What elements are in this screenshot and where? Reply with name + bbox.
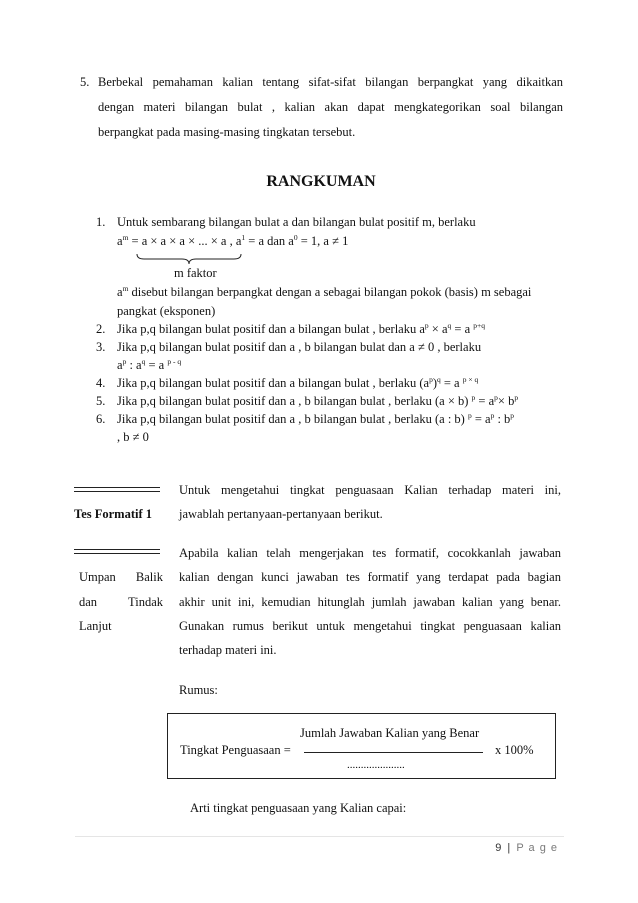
tes-formatif-line1: Untuk mengetahui tingkat penguasaan Kalian terhadap materi ini, — [179, 483, 561, 497]
tes-formatif-rule — [74, 487, 160, 492]
rule6-text: Jika p,q bilangan bulat positif dan a , b bilangan bulat , berlaku (a : b) $^p = a^p$ : $b^p$ — [117, 411, 515, 426]
rule4-text: Jika p,q bilangan bulat positif dan a bilangan bulat , berlaku $(a^p)^q = a$ $^{p \times q}$ — [117, 375, 479, 390]
umpan-balik-label-2: dan Tindak — [79, 595, 163, 609]
footer-separator: | — [507, 842, 511, 854]
page-word: P a g e — [516, 842, 558, 854]
rule1-desc1: $a^m$ disebut bilangan berpangkat dengan a sebagai bilangan pokok (basis) m sebagai — [117, 284, 532, 299]
item5-line2: dengan materi bilangan bulat , kalian akan dapat mengkategorikan soal bilangan — [98, 100, 563, 114]
rule3-formula: $a^p$ : $a^q = a$ $^{p - q}$ — [117, 357, 182, 372]
footer-divider — [75, 836, 564, 837]
rule3-number: 3. — [96, 340, 106, 354]
formula-lhs: Tingkat Penguasaan = — [180, 743, 291, 757]
rule1-formula: $a^m = a \times a \times a$ × ... × a , $a^1 = a$ dan $a^0 = 1$, a ≠ 1 — [117, 233, 349, 248]
umpan-balik-line5: terhadap materi ini. — [179, 643, 277, 657]
arti-text: Arti tingkat penguasaan yang Kalian capai: — [190, 801, 407, 815]
umpan-balik-line4: Gunakan rumus berikut untuk mengetahui tingkat penguasaan kalian — [179, 619, 561, 633]
rule4-number: 4. — [96, 376, 106, 390]
umpan-balik-label-1: Umpan Balik — [79, 570, 163, 584]
umpan-balik-rule — [74, 549, 160, 554]
rule5-number: 5. — [96, 394, 106, 408]
underbrace — [136, 253, 242, 265]
page-footer — [495, 842, 558, 854]
umpan-balik-label-3: Lanjut — [79, 619, 112, 633]
tes-formatif-label: Tes Formatif 1 — [74, 507, 152, 521]
rule6-condition: , b ≠ 0 — [117, 430, 149, 444]
rule2-number: 2. — [96, 322, 106, 336]
fraction-line — [304, 752, 483, 753]
umpan-balik-line2: kalian dengan kunci jawaban tes formatif yang terdapat pada bagian — [179, 570, 561, 584]
page-number: 9 — [495, 842, 502, 854]
rule3-text: Jika p,q bilangan bulat positif dan a , b bilangan bulat dan a ≠ 0 , berlaku — [117, 340, 482, 354]
rule2-text: Jika p,q bilangan bulat positif dan a bilangan bulat , berlaku $a^p \times a^q = a$ $^{p+q}$ — [117, 321, 485, 336]
summary-title: RANGKUMAN — [266, 173, 376, 190]
tes-formatif-line2: jawablah pertanyaan-pertanyaan berikut. — [179, 507, 383, 521]
item5-line1: Berbekal pemahaman kalian tentang sifat-sifat bilangan berpangkat yang dikaitkan — [98, 75, 563, 89]
brace-label: m faktor — [174, 266, 217, 280]
rule1-desc2: pangkat (eksponen) — [117, 304, 216, 318]
rule6-number: 6. — [96, 412, 106, 426]
item5-number: 5. — [80, 75, 90, 89]
umpan-balik-line3: akhir unit ini, kemudian hitunglah jumlah jawaban kalian yang benar. — [179, 595, 561, 609]
rumus-label: Rumus: — [179, 683, 218, 697]
formula-denominator: ..................... — [347, 759, 405, 771]
rule5-text: Jika p,q bilangan bulat positif dan a , b bilangan bulat , berlaku (a × b) $^p = a^p\times b^p$ — [117, 393, 519, 408]
formula-numerator: Jumlah Jawaban Kalian yang Benar — [300, 726, 480, 740]
rule1-text: Untuk sembarang bilangan bulat a dan bilangan bulat positif m, berlaku — [117, 215, 476, 229]
formula-rhs: x 100% — [495, 743, 534, 757]
rule1-number: 1. — [96, 215, 106, 229]
umpan-balik-line1: Apabila kalian telah mengerjakan tes formatif, cocokkanlah jawaban — [179, 546, 561, 560]
item5-line3: berpangkat pada masing-masing tingkatan tersebut. — [98, 125, 356, 139]
